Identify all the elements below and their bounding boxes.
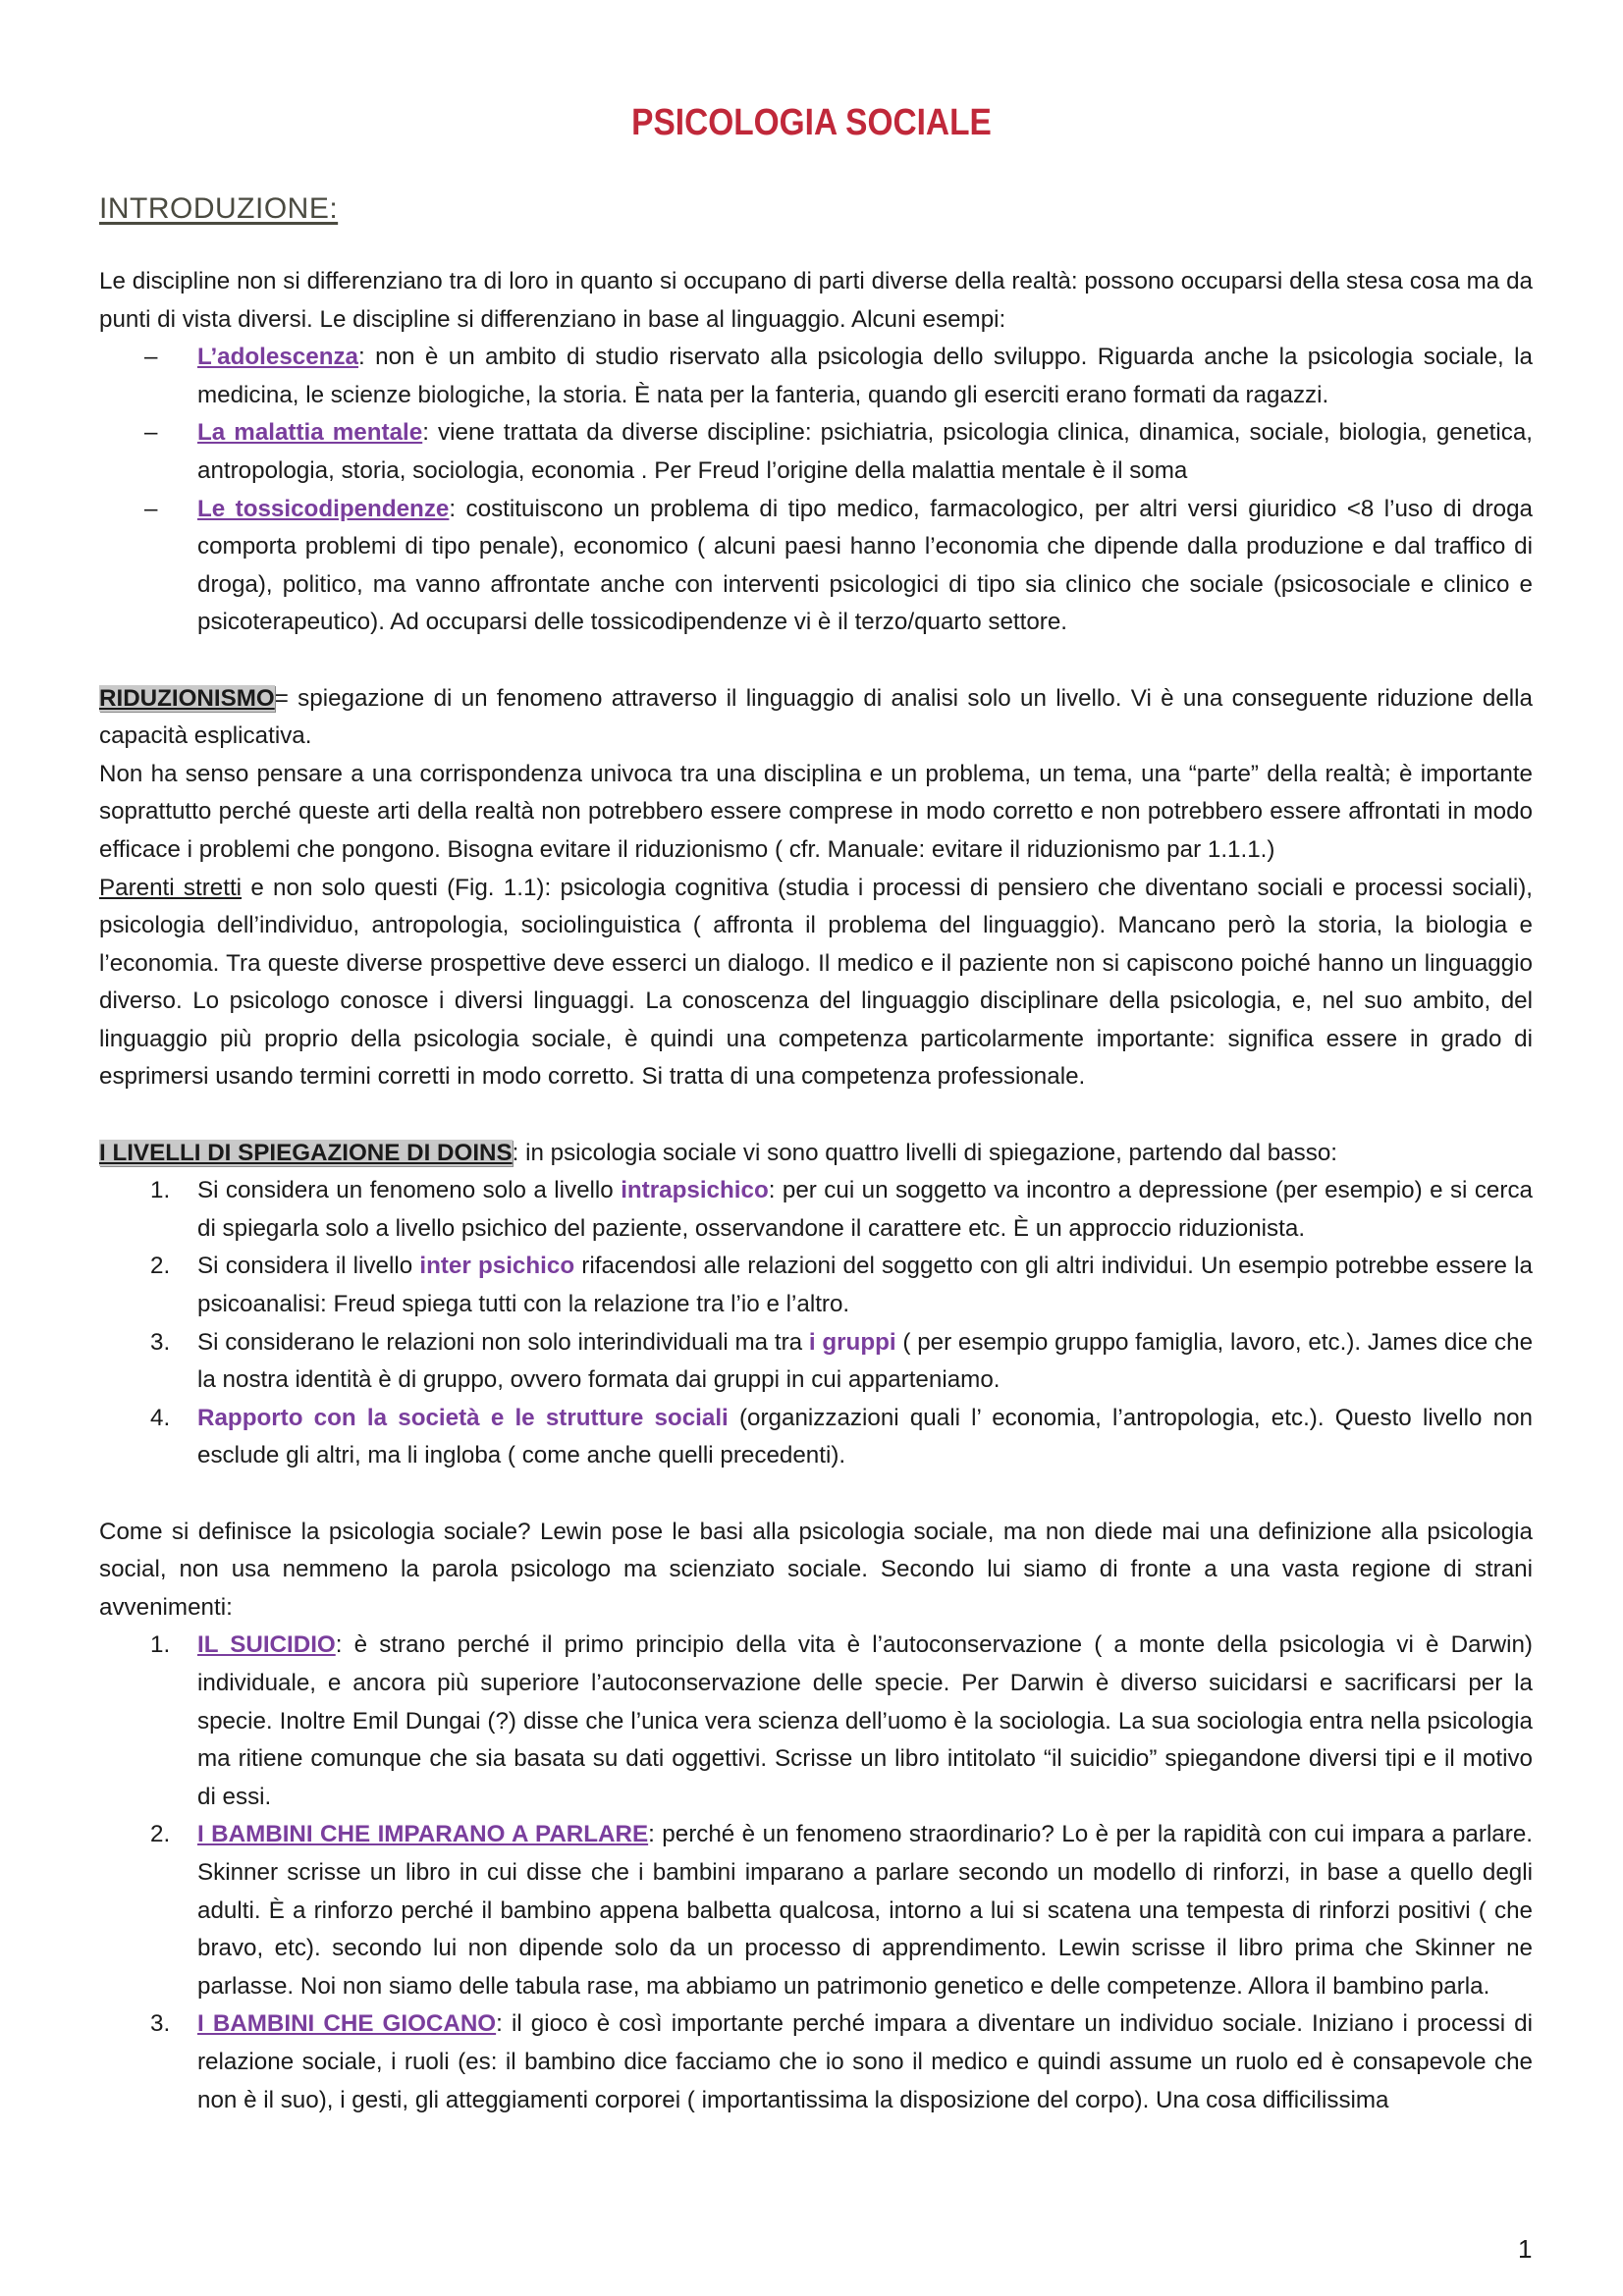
term-tossicodipendenze: Le tossicodipendenze: [197, 495, 450, 522]
livelli-intro: : in psicologia sociale vi sono quattro livelli di spiegazione, partendo dal basso:: [512, 1139, 1337, 1166]
document-body: [99, 263, 1533, 2119]
section-heading-introduzione: INTRODUZIONE:: [99, 192, 339, 225]
list-number: 3.: [150, 1328, 171, 1356]
dash-bullet: –: [144, 495, 158, 522]
list-item: 2. Si considera il livello inter psichico rifacendosi alle relazioni del soggetto con gli altri individui. Un esempio potrebbe essere la psicoanalisi: Freud spiega tutti con la relazione tra l’io e l’altro.: [99, 1248, 1533, 1323]
term-malattia-mentale: La malattia mentale: [197, 419, 423, 447]
list-number: 3.: [150, 2010, 171, 2038]
page-number: 1: [1518, 2234, 1533, 2264]
riduzionismo-paragraph-2: Non ha senso pensare a una corrispondenza univoca tra una disciplina e un problema, un tema, una “parte” della realtà; è importante soprattutto perché queste arti della realtà non potrebbero essere comprese in modo corretto e non potrebbero essere affrontati in modo efficace i problemi che pongono. Bisogna evitare il riduzionismo ( cfr. Manuale: evitare il riduzionismo par 1.1.1.): [99, 760, 1533, 863]
list-item: [99, 339, 1533, 414]
lewin-paragraph: Come si definisce la psicologia sociale? Lewin pose le basi alla psicologia sociale, ma non diede mai una definizione alla psicologia social, non usa nemmeno la parola psicologo ma scienziato sociale. Secondo lui siamo di fronte a una vasta regione di strani avvenimenti:: [99, 1518, 1533, 1621]
term-riduzionismo: RIDUZIONISMO: [99, 684, 275, 712]
term-bambini-giocano: I BAMBINI CHE GIOCANO: [197, 2010, 497, 2038]
list-item-text: : non è un ambito di studio riservato alla psicologia dello sviluppo. Riguarda anche la psicologia sociale, la medicina, le scienze biologiche, la storia. È nata per la fanteria, quando gli eserciti erano formati da ragazzi.: [197, 344, 1533, 408]
list-item: 3. Si considerano le relazioni non solo interindividuali ma tra i gruppi ( per esempio gruppo famiglia, lavoro, etc.). James dice che la nostra identità è di gruppo, ovvero formata dai gruppi in cui apparteniamo.: [99, 1324, 1533, 1400]
list-number: 1.: [150, 1631, 171, 1659]
list-item: [99, 414, 1533, 490]
term-adolescenza: L’adolescenza: [197, 344, 359, 371]
term-inter-psichico: inter psichico: [419, 1253, 575, 1280]
parenti-stretti-paragraph: [99, 870, 1533, 1097]
list-number: 2.: [150, 1253, 171, 1280]
list-number: 2.: [150, 1821, 171, 1848]
list-number: 1.: [150, 1177, 171, 1204]
intro-paragraph: Le discipline non si differenziano tra di loro in quanto si occupano di parti diverse della realtà: possono occuparsi della stesa cosa ma da punti di vista diversi. Le discipline si differenziano in base al linguaggio. Alcuni esempi:: [99, 268, 1533, 333]
parenti-stretti-text: e non solo questi (Fig. 1.1): psicologia cognitiva (studia i processi di pensiero che diventano sociali e processi sociali), psicologia dell’individuo, antropologia, sociolinguistica ( affronta il problema del linguaggio). Mancano però la storia, la biologia e l’economia. Tra queste diverse prospettive deve esserci un dialogo. Il medico e il paziente non si capiscono poiché hanno un linguaggio diverso. Lo psicologo conosce i diversi linguaggi. La conoscenza del linguaggio disciplinare della psicologia, e, nel suo ambito, del linguaggio più proprio della psicologia sociale, è quindi una competenza particolarmente importante: significa essere in grado di esprimersi usando termini corretti in modo corretto. Si tratta di una competenza professionale.: [99, 874, 1533, 1091]
dash-bullet: –: [144, 344, 158, 371]
term-bambini-parlare: I BAMBINI CHE IMPARANO A PARLARE: [197, 1821, 649, 1848]
list-item: 1. Si considera un fenomeno solo a livello intrapsichico: per cui un soggetto va incontro a depressione (per esempio) e si cerca di spiegarla solo a livello psichico del paziente, osservandone il carattere etc. È un approccio riduzionista.: [99, 1172, 1533, 1248]
list-item: 4. Rapporto con la società e le strutture sociali (organizzazioni quali l’ economia, l’antropologia, etc.). Questo livello non esclude gli altri, ma li ingloba ( come anche quelli precedenti).: [99, 1400, 1533, 1475]
list-item-text: : costituiscono un problema di tipo medico, farmacologico, per altri versi giuridico <8 l’uso di droga comporta problemi di tipo penale), economico ( alcuni paesi hanno l’economia che dipende dalla produzione e dal traffico di droga), politico, ma vanno affrontate anche con interventi psicologici di tipo sia clinico che sociale (psicosociale e clinico e psicoterapeutico). Ad occuparsi delle tossicodipendenze vi è il terzo/quarto settore.: [197, 495, 1534, 636]
riduzionismo-definition: = spiegazione di un fenomeno attraverso il linguaggio di analisi solo un livello. Vi è una conseguente riduzione della capacità esplicativa.: [99, 684, 1533, 750]
riduzionismo-paragraph: [99, 680, 1533, 756]
term-suicidio: IL SUICIDIO: [197, 1631, 336, 1659]
term-gruppi: i gruppi: [808, 1328, 896, 1356]
list-item: [99, 491, 1533, 642]
list-number: 4.: [150, 1404, 171, 1431]
term-intrapsichico: intrapsichico: [621, 1177, 769, 1204]
list-item: 3. I BAMBINI CHE GIOCANO: il gioco è così importante perché impara a diventare un individuo sociale. Iniziano i processi di relazione sociale, i ruoli (es: il bambino dice facciamo che io sono il medico e quindi assume un ruolo ed è consapevole che non è il suo), i gesti, gli atteggiamenti corporei ( importantissima la disposizione del corpo). Una cosa difficilissima: [99, 2005, 1533, 2119]
list-item: 2. I BAMBINI CHE IMPARANO A PARLARE: perché è un fenomeno straordinario? Lo è per la rapidità con cui impara a parlare. Skinner scrisse un libro in cui disse che i bambini imparano a parlare secondo un modello di rinforzi, in base a quello degli adulti. È a rinforzo perché il bambino appena balbetta qualcosa, intorno a lui si scatena una tempesta di rinforzi positivi ( che bravo, etc). secondo lui non dipende solo da un processo di apprendimento. Lewin scrisse il libro prima che Skinner ne parlasse. Noi non siamo delle tabula rase, ma abbiamo un patrimonio genetico e delle competenze. Allora il bambino parla.: [99, 1816, 1533, 2005]
livelli-list: [99, 1172, 1533, 1475]
strani-avvenimenti-list: [99, 1627, 1533, 2119]
list-item-text: : viene trattata da diverse discipline: psichiatria, psicologia clinica, dinamica, sociale, biologia, genetica, antropologia, storia, sociologia, economia . Per Freud l’origine della malattia mentale è il soma: [197, 419, 1533, 484]
examples-list: [99, 339, 1533, 642]
dash-bullet: –: [144, 419, 158, 447]
livelli-paragraph: [99, 1135, 1533, 1173]
list-item: 1. IL SUICIDIO: è strano perché il primo principio della vita è l’autoconservazione ( a monte della psicologia vi è Darwin) individuale, e ancora più superiore l’autoconservazione delle specie. Per Darwin è diverso suicidarsi e sacrificarsi per la specie. Inoltre Emil Dungai (?) disse che l’unica vera scienza dell’uomo è la sociologia. La sua sociologia entra nella psicologia ma ritiene comunque che sia basata su dati oggettivi. Scrisse un libro intitolato “il suicidio” spiegandone diversi tipi e il motivo di essi.: [99, 1627, 1533, 1816]
term-parenti-stretti: Parenti stretti: [99, 874, 243, 901]
term-rapporto-societa: Rapporto con la società e le strutture sociali: [197, 1404, 729, 1431]
term-livelli-spiegazione: I LIVELLI DI SPIEGAZIONE DI DOINS: [99, 1139, 513, 1166]
page-title: PSICOLOGIA SOCIALE: [631, 102, 992, 143]
